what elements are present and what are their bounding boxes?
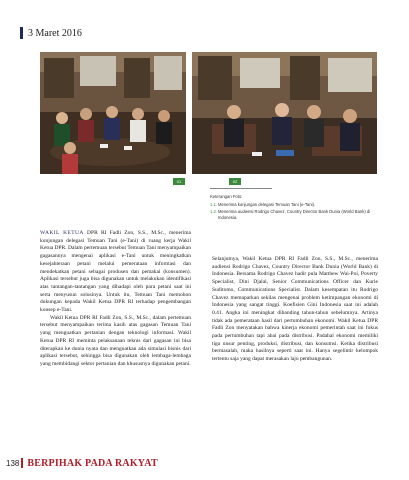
article-column-right bbox=[212, 256, 378, 364]
article-paragraph-1-text: DPR RI Fadli Zon, S.S., M.Sc., menerima kunjungan delegasi Temuan Tani (e-Tani) di ruang kerja Wakil Ketua DPR. Dalam pertemuan tersebut Temuan Tani menyampaikan gagasannya mengenai aplikasi e-Tani untuk meningkatkan kesejahteraan petani melalui pemerataan informasi dan mendekatkan petani sebagai produsen dan pemakai (konsumen). Aplikasi tersebut juga bisa digunakan untuk melakukan identifikasi atas tantangan-tantangan yang dihadapi oleh para petani saat ini serta menyusun solusinya. Untuk itu, Temuan Tani memohon dukungan kepada Wakil Ketua DPR RI terhadap pengembangan konsep e-Tani. bbox=[40, 230, 191, 314]
caption-item-text: Menerima audiensi Rodrigo Chavez, Country Director Bank Dunia (World Bank) di Indonesia. bbox=[218, 208, 371, 221]
photo-caption bbox=[210, 194, 380, 222]
photo-tag-1: 01 bbox=[173, 178, 185, 185]
article-lead: WAKIL KETUA bbox=[40, 230, 84, 236]
photo-tag-2: 02 bbox=[229, 178, 241, 185]
caption-item-number: 1.1. bbox=[210, 201, 217, 207]
date-header bbox=[20, 26, 82, 40]
caption-divider bbox=[210, 188, 272, 189]
caption-item bbox=[210, 209, 380, 223]
photo-meeting-2 bbox=[192, 52, 377, 174]
article-paragraph-3: Selanjutnya, Wakil Ketua DPR RI Fadli Zon, S.S., M.Sc., menerima audiensi Rodrigo Chavez, Country Director Bank Dunia (World Bank) di Indonesia. Bersama Rodrigo Chavez hadir pula Matthew Wai-Poi, Poverty Specialist, Dini Djalal, Senior Communications Officer dan Kurie Suditomo, Communications Specialist. Dalam kesempatan itu Rodrigo Chavez memaparkan sekilas mengenai problem ketimpangan ekonomi di Indonesia yang sangat tinggi. Koefisien Gini Indonesia saat ini adalah 0.41. Angka ini meningkat dibanding tahun-tahun sebelumnya. Artinya tidak ada pemerataan hasil dari pertumbuhan ekonomi. Wakil Ketua DPR Fadli Zon menyatakan bahwa kinerja ekonomi pemerintah saat ini fokus pada pertumbuhan tapi abai pada distribusi. Padahal ekonomi memiliki tiga unsur penting, produksi, distribusi, dan konsumsi. Ketika distribusi bermasalah, maka hasilnya seperti saat ini. Hanya segelintir kelompok tertentu saja yang dapat merasakan laju pembangunan. bbox=[212, 256, 378, 363]
caption-item-text: Menerima kunjungan delegasi Temuan Tani (e-Tani). bbox=[218, 201, 316, 207]
caption-item-number: 1.2. bbox=[210, 208, 217, 214]
article-paragraph-1 bbox=[40, 230, 191, 315]
page-footer bbox=[6, 456, 158, 470]
article-column-left bbox=[40, 230, 191, 369]
date-accent-bar bbox=[20, 27, 23, 39]
footer-accent-bar bbox=[21, 458, 23, 468]
meeting-photo-icon bbox=[40, 52, 186, 174]
meeting-photo-icon bbox=[192, 52, 377, 174]
caption-title: Keterangan Foto: bbox=[210, 194, 243, 199]
page-number: 138 bbox=[6, 458, 20, 468]
publication-title: BERPIHAK PADA RAKYAT bbox=[27, 457, 158, 469]
date-text: 3 Maret 2016 bbox=[28, 27, 82, 39]
photo-meeting-1 bbox=[40, 52, 186, 174]
article-paragraph-2: Wakil Ketua DPR RI Fadli Zon, S.S., M.Sc., dalam pertemuan tersebut menyampaikan terima kasih atas gagasan Temuan Tani yang menguatkan pertanian dengan teknologi informasi. Wakil Ketua DPR RI meminta pelaksanaan teknis dari gagasan ini bisa diterapkan ke dunia nyata dan menguatkan ada simulasi bisnis dari aplikasi tersebut, sehingga bisa digunakan oleh lembaga-lembaga yang membidangi sektor pertanian dan khususnya digunakan petani. bbox=[40, 314, 191, 367]
caption-item bbox=[210, 202, 380, 209]
